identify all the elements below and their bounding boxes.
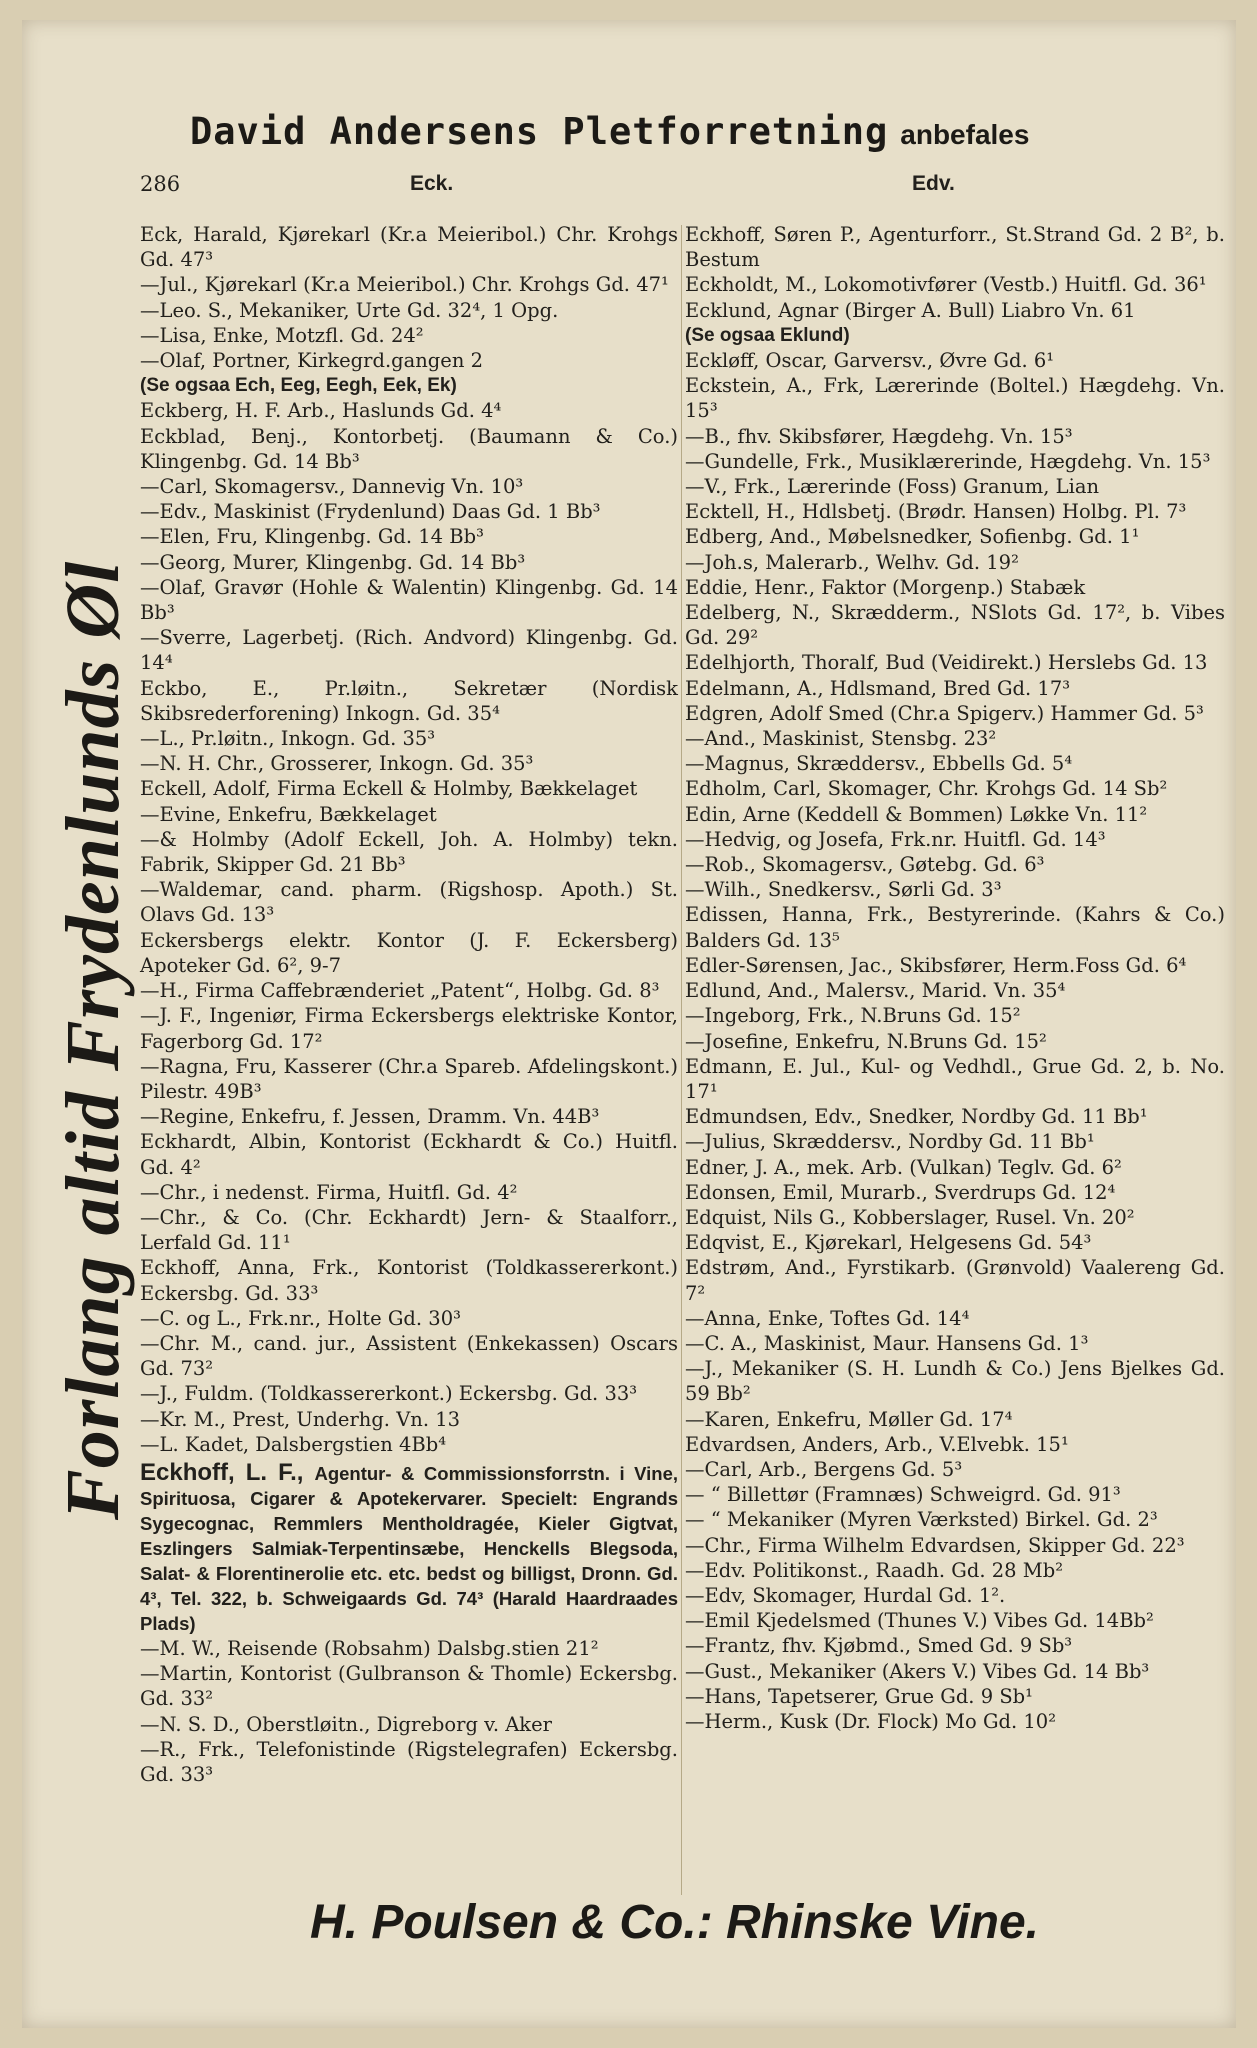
directory-entry: Edissen, Hanna, Frk., Bestyrerinde. (Kahrs & Co.) Balders Gd. 13⁵ — [685, 903, 1225, 952]
directory-entry: Eckholdt, M., Lokomotivfører (Vestb.) Huitfl. Gd. 36¹ — [685, 273, 1207, 297]
directory-entry: —Martin, Kontorist (Gulbranson & Thomle) Eckersbg. Gd. 33² — [140, 1662, 678, 1711]
directory-entry: —Joh.s, Malerarb., Welhv. Gd. 19² — [685, 550, 1019, 574]
directory-entry: —M. W., Reisende (Robsahm) Dalsbg.stien 21² — [140, 1636, 599, 1660]
directory-entry: —Carl, Skomagersv., Dannevig Vn. 10³ — [140, 475, 524, 499]
directory-entry: —Waldemar, cand. pharm. (Rigshosp. Apoth.) St. Olavs Gd. 13³ — [140, 878, 678, 927]
directory-entry: Edvardsen, Anders, Arb., V.Elvebk. 15¹ — [685, 1432, 1069, 1456]
directory-entry: —Elen, Fru, Klingenbg. Gd. 14 Bb³ — [140, 525, 484, 549]
directory-entry: —L., Pr.løitn., Inkogn. Gd. 35³ — [140, 727, 436, 751]
directory-entry: —Edv. Politikonst., Raadh. Gd. 28 Mb² — [685, 1558, 1064, 1582]
directory-entry: Edmundsen, Edv., Snedker, Nordby Gd. 11 Bb¹ — [685, 1105, 1148, 1129]
directory-entry: Eckell, Adolf, Firma Eckell & Holmby, Bækkelaget — [140, 777, 638, 801]
directory-entry: —Karen, Enkefru, Møller Gd. 17⁴ — [685, 1407, 1013, 1431]
directory-entry: — “ Billettør (Framnæs) Schweigrd. Gd. 91³ — [685, 1483, 1121, 1507]
directory-entry: Eckhoff, Søren P., Agenturforr., St.Strand Gd. 2 B², b. Bestum — [685, 223, 1225, 272]
directory-entry: Edberg, And., Møbelsnedker, Sofienbg. Gd. 1¹ — [685, 525, 1140, 549]
directory-entry: —J., Mekaniker (S. H. Lundh & Co.) Jens Bjelkes Gd. 59 Bb² — [685, 1357, 1225, 1406]
directory-entry: —C. og L., Frk.nr., Holte Gd. 30³ — [140, 1306, 461, 1330]
directory-entry: —H., Firma Caffebrænderiet „Patent“, Holbg. Gd. 8³ — [140, 979, 660, 1003]
directory-entry: Eckhardt, Albin, Kontorist (Eckhardt & Co.) Huitfl. Gd. 4² — [140, 1130, 678, 1179]
directory-entry: Ecklund, Agnar (Birger A. Bull) Liabro Vn. 61 — [685, 298, 1136, 322]
directory-entry: —Evine, Enkefru, Bækkelaget — [140, 802, 437, 826]
directory-entry: Eckblad, Benj., Kontorbetj. (Baumann & Co.) Klingenbg. Gd. 14 Bb³ — [140, 424, 678, 473]
directory-entry: —N. S. D., Oberstløitn., Digreborg v. Aker — [140, 1712, 552, 1736]
directory-entry: —Gundelle, Frk., Musiklærerinde, Hægdehg. Vn. 15³ — [685, 449, 1211, 473]
footer-advertisement: H. Poulsen & Co.: Rhinske Vine. — [310, 1896, 1039, 1949]
directory-entry: Edelberg, N., Skrædderm., NSlots Gd. 17², b. Vibes Gd. 29² — [685, 601, 1225, 650]
header-tail: anbefales — [900, 119, 1030, 150]
directory-entry: —B., fhv. Skibsfører, Hægdehg. Vn. 15³ — [685, 424, 1073, 448]
directory-entry: —Rob., Skomagersv., Gøtebg. Gd. 6³ — [685, 853, 1045, 877]
directory-entry: —Julius, Skræddersv., Nordby Gd. 11 Bb¹ — [685, 1130, 1095, 1154]
directory-entry: Edin, Arne (Keddell & Bommen) Løkke Vn. 11² — [685, 802, 1148, 826]
directory-entry: Eckbo, E., Pr.løitn., Sekretær (Nordisk Skibsrederforening) Inkogn. Gd. 35⁴ — [140, 676, 678, 725]
guide-word-right: Edv. — [912, 172, 955, 195]
vertical-advertisement: Forlang altid Frydenlunds Øl — [51, 560, 135, 1520]
eckhoff-advertisement — [140, 1460, 678, 1636]
directory-entry: —L. Kadet, Dalsbergstien 4Bb⁴ — [140, 1432, 447, 1456]
directory-entry: — “ Mekaniker (Myren Værksted) Birkel. Gd. 2³ — [685, 1508, 1158, 1532]
directory-entry: Edelmann, A., Hdlsmand, Bred Gd. 17³ — [685, 676, 1071, 700]
directory-entry: —Carl, Arb., Bergens Gd. 5³ — [685, 1457, 963, 1481]
directory-entry: —Wilh., Snedkersv., Sørli Gd. 3³ — [685, 878, 1002, 902]
directory-entry: Edmann, E. Jul., Kul- og Vedhdl., Grue Gd. 2, b. No. 17¹ — [685, 1054, 1225, 1103]
directory-entry: Edstrøm, And., Fyrstikarb. (Grønvold) Vaalereng Gd. 7² — [685, 1256, 1225, 1305]
directory-entry: —Chr., Firma Wilhelm Edvardsen, Skipper Gd. 22³ — [685, 1533, 1185, 1557]
directory-entry: Edqvist, E., Kjørekarl, Helgesens Gd. 54³ — [685, 1231, 1092, 1255]
directory-entry: —Lisa, Enke, Motzfl. Gd. 24² — [140, 323, 424, 347]
directory-entry: Edlund, And., Malersv., Marid. Vn. 35⁴ — [685, 979, 1066, 1003]
directory-entry: —Anna, Enke, Toftes Gd. 14⁴ — [685, 1306, 970, 1330]
directory-entry: —Hans, Tapetserer, Grue Gd. 9 Sb¹ — [685, 1684, 1033, 1708]
directory-entry: —Olaf, Gravør (Hohle & Walentin) Klingenbg. Gd. 14 Bb³ — [140, 575, 678, 625]
directory-entry: Eckberg, H. F. Arb., Haslunds Gd. 4⁴ — [140, 399, 502, 423]
directory-entry: —R., Frk., Telefonistinde (Rigstelegrafen) Eckersbg. Gd. 33³ — [140, 1737, 678, 1786]
right-column — [685, 222, 1225, 1734]
directory-entry: Eck, Harald, Kjørekarl (Kr.a Meieribol.) Chr. Krohgs Gd. 47³ — [140, 223, 678, 272]
column-divider — [681, 225, 682, 1895]
directory-entry: —Ingeborg, Frk., N.Bruns Gd. 15² — [685, 1004, 1021, 1028]
directory-entry: Eddie, Henr., Faktor (Morgenp.) Stabæk — [685, 575, 1086, 599]
directory-entry: —C. A., Maskinist, Maur. Hansens Gd. 1³ — [685, 1331, 1089, 1355]
advertisement-text: Agentur- & Commissionsforrstn. i Vine, Spirituosa, Cigarer & Apotekervarer. Specielt: Engrands Sygecognac, Remmlers Mentholdragée, Kieler Gigtvat, Eszlingers Salmiak-Terpentinsæbe, Henckells Blegsoda, Salat- & Florentinerolie etc. etc. bedst og billigst, Dronn. Gd. 4³, Tel. 322, b. Schweigaards Gd. 74³ (Harald Haardraades Plads) — [140, 1462, 679, 1634]
directory-entry: Edelhjorth, Thoralf, Bud (Veidirekt.) Herslebs Gd. 13 — [685, 651, 1208, 675]
directory-entry: Ecktell, H., Hdlsbetj. (Brødr. Hansen) Holbg. Pl. 7³ — [685, 500, 1187, 524]
directory-entry: —Jul., Kjørekarl (Kr.a Meieribol.) Chr. Krohgs Gd. 47¹ — [140, 273, 669, 297]
directory-entry: —Frantz, fhv. Kjøbmd., Smed Gd. 9 Sb³ — [685, 1634, 1073, 1658]
directory-entry: —And., Maskinist, Stensbg. 23² — [685, 727, 997, 751]
directory-entry: Eckløff, Oscar, Garversv., Øvre Gd. 6¹ — [685, 349, 1055, 373]
page-header-ad — [190, 110, 1029, 153]
directory-entry: Edler-Sørensen, Jac., Skibsfører, Herm.Foss Gd. 6⁴ — [685, 953, 1187, 977]
directory-entry: —Herm., Kusk (Dr. Flock) Mo Gd. 10² — [685, 1709, 1057, 1733]
directory-entry: —Chr., i nedenst. Firma, Huitfl. Gd. 4² — [140, 1180, 518, 1204]
directory-entry: —Chr. M., cand. jur., Assistent (Enkekassen) Oscars Gd. 73² — [140, 1331, 678, 1381]
directory-entry: Edonsen, Emil, Murarb., Sverdrups Gd. 12⁴ — [685, 1180, 1116, 1204]
directory-entry: —V., Frk., Lærerinde (Foss) Granum, Lian — [685, 475, 1100, 499]
directory-entry: —Hedvig, og Josefa, Frk.nr. Huitfl. Gd. 14³ — [685, 827, 1106, 851]
directory-entry: Eckersbergs elektr. Kontor (J. F. Eckersberg) Apoteker Gd. 6², 9-7 — [140, 928, 678, 977]
directory-entry: Edquist, Nils G., Kobberslager, Rusel. Vn. 20² — [685, 1205, 1135, 1229]
directory-entry: —& Holmby (Adolf Eckell, Joh. A. Holmby) tekn. Fabrik, Skipper Gd. 21 Bb³ — [140, 827, 678, 877]
directory-entry: —Emil Kjedelsmed (Thunes V.) Vibes Gd. 14Bb² — [685, 1609, 1154, 1633]
directory-entry: —Edv, Skomager, Hurdal Gd. 1². — [685, 1583, 1006, 1607]
directory-entry: Edholm, Carl, Skomager, Chr. Krohgs Gd. 14 Sb² — [685, 777, 1168, 801]
directory-entry: —N. H. Chr., Grosserer, Inkogn. Gd. 35³ — [140, 752, 534, 776]
directory-entry: —Ragna, Fru, Kasserer (Chr.a Spareb. Afdelingskont.) Pilestr. 49B³ — [140, 1054, 678, 1103]
directory-entry: —Olaf, Portner, Kirkegrd.gangen 2 — [140, 349, 483, 373]
left-column — [140, 222, 678, 1787]
directory-entry: (Se ogsaa Eklund) — [685, 324, 850, 346]
directory-entry: —Edv., Maskinist (Frydenlund) Daas Gd. 1 Bb³ — [140, 500, 601, 524]
directory-entry: —Regine, Enkefru, f. Jessen, Dramm. Vn. 44B³ — [140, 1105, 600, 1129]
directory-entry: Edner, J. A., mek. Arb. (Vulkan) Teglv. Gd. 6² — [685, 1155, 1122, 1179]
directory-entry: —Kr. M., Prest, Underhg. Vn. 13 — [140, 1407, 461, 1431]
directory-entry: —Magnus, Skræddersv., Ebbells Gd. 5⁴ — [685, 752, 1073, 776]
directory-entry: Eckstein, A., Frk, Lærerinde (Boltel.) Hægdehg. Vn. 15³ — [685, 374, 1225, 423]
directory-entry: —Gust., Mekaniker (Akers V.) Vibes Gd. 14 Bb³ — [685, 1659, 1150, 1683]
header-title: David Andersens Pletforretning — [190, 110, 889, 153]
directory-entry: —J. F., Ingeniør, Firma Eckersbergs elektriske Kontor, Fagerborg Gd. 17² — [140, 1004, 678, 1053]
directory-entry: Edgren, Adolf Smed (Chr.a Spigerv.) Hammer Gd. 5³ — [685, 701, 1204, 725]
directory-entry: —Sverre, Lagerbetj. (Rich. Andvord) Klingenbg. Gd. 14⁴ — [140, 626, 678, 675]
directory-entry: —Leo. S., Mekaniker, Urte Gd. 32⁴, 1 Opg. — [140, 298, 559, 322]
page-number: 286 — [140, 172, 181, 196]
directory-entry: (Se ogsaa Ech, Eeg, Eegh, Eek, Ek) — [140, 375, 457, 397]
guide-word-left: Eck. — [410, 172, 454, 195]
directory-entry: —Chr., & Co. (Chr. Eckhardt) Jern- & Staalforr., Lerfald Gd. 11¹ — [140, 1205, 678, 1255]
directory-entry: —Josefine, Enkefru, N.Bruns Gd. 15² — [685, 1029, 1047, 1053]
directory-entry: Eckhoff, Anna, Frk., Kontorist (Toldkassererkont.) Eckersbg. Gd. 33³ — [140, 1256, 678, 1305]
directory-entry: —J., Fuldm. (Toldkassererkont.) Eckersbg. Gd. 33³ — [140, 1382, 638, 1406]
directory-entry: —Georg, Murer, Klingenbg. Gd. 14 Bb³ — [140, 550, 526, 574]
advertiser-name: Eckhoff, L. F., — [140, 1458, 315, 1486]
